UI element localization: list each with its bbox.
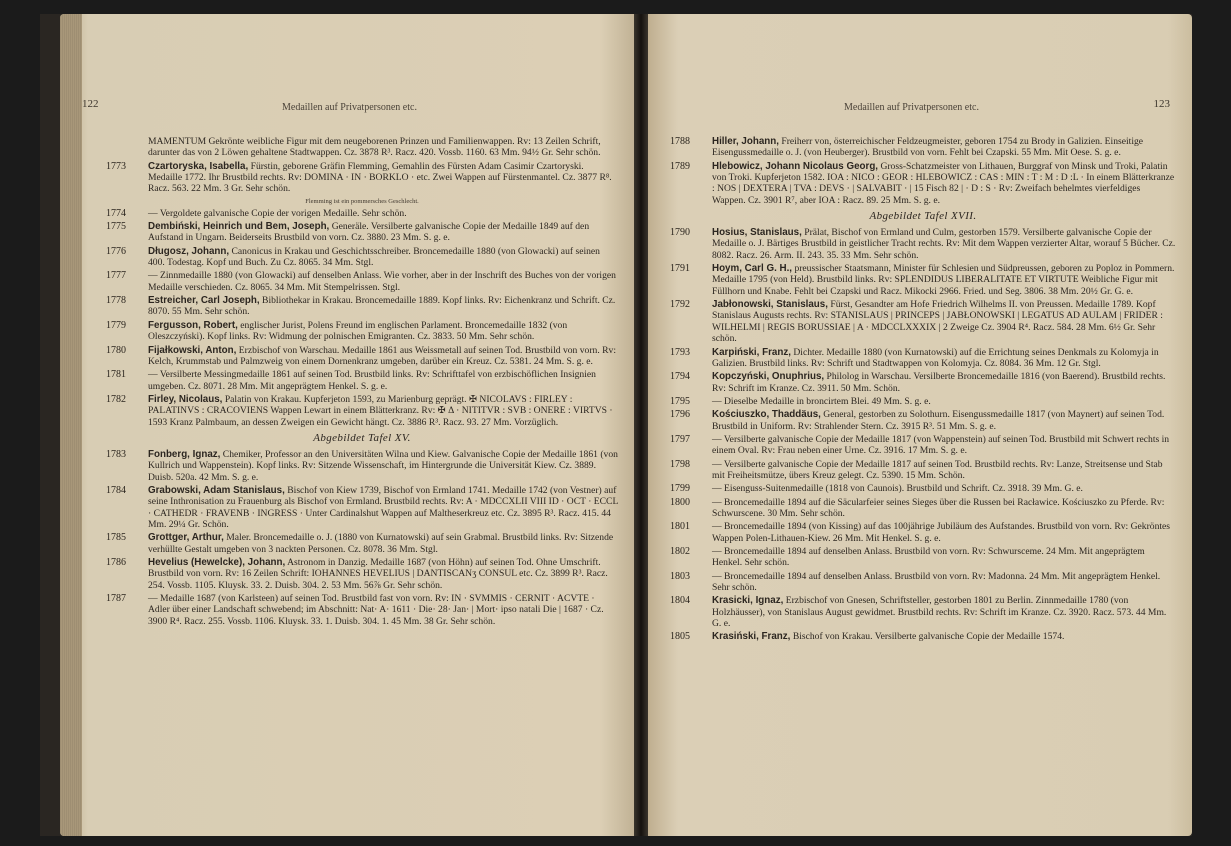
- entry-text: Fürst, Gesandter am Hofe Friedrich Wilhelms II. von Preussen. Medaille 1789. Kopf Stanislaus Augusts rechts. Rv: STANISLAUS | PRINCEPS | JABŁONOWSKI | LEGATUS AD AULAM | FRIDER : WILHELMI | REGIS BORUSSIAE | A · MDCCLXXXIX | 2 Zweige Cz. 3904 R⁴. Racz. 584. 28 Mm. 6½ Gr. Sehr schön.: [712, 299, 1163, 345]
- entry-text: Chemiker, Professor an den Universitäten Wilna und Kiew. Galvanische Copie der Medaille 1861 (von Kullrich und Wappenstein). Kopf links. Rv: Sitzende Wissenschaft, im Hintergrunde die Universität Kiew. Cz. 3889. Duisb. 520a. 42 Mm. S. g. e.: [148, 448, 618, 483]
- catalog-entry: [670, 409, 1176, 432]
- entry-text: — Broncemedaille 1894 auf denselben Anlass. Brustbild von vorn. Rv: Schwursceme. 24 Mm. Mit angeprägtem Henkel. Sehr schön.: [712, 546, 1145, 569]
- entry-text: — Broncemedaille 1894 auf die Säcularfeier seines Sieges über die Russen bei Racławice. Kościuszko zu Pferde. Rv: Schwurscene. 30 Mm. Sehr schön.: [712, 496, 1165, 519]
- entry-name: Hlebowicz, Johann Nicolaus Georg,: [712, 160, 879, 172]
- page-number-right: 123: [1153, 98, 1170, 110]
- entry-text: General, gestorben zu Solothurn. Eisengussmedaille 1817 (von Maynert) auf seinen Tod. Brustbild in Uniform. Rv: Strahlender Stern. Cz. 3915 R³. 51 Mm. S. g. e.: [712, 409, 1165, 432]
- entry-name: Krasiński, Franz,: [712, 631, 791, 643]
- catalog-entry: [106, 208, 618, 219]
- entry-number: 1780: [106, 344, 126, 356]
- entry-number: 1776: [106, 245, 126, 257]
- entry-number: 1796: [670, 409, 690, 421]
- catalog-entry: [106, 221, 618, 244]
- entry-text: Dichter. Medaille 1880 (von Kurnatowski) auf die Errichtung seines Denkmals zu Kolomyja in Galizien. Brustbild links. Rv: Schrift und Stadtwappen von Kolomyja. Cz. 8084. 36 Mm. 12 Gr. Stgl.: [712, 346, 1159, 369]
- entry-name: Jabłonowski, Stanislaus,: [712, 299, 828, 311]
- entry-number: 1802: [670, 546, 690, 557]
- entry-number: 1798: [670, 458, 690, 470]
- entry-name: Estreicher, Carl Joseph,: [148, 295, 260, 307]
- entry-text: Fürstin, geborene Gräfin Flemming, Gemahlin des Fürsten Adam Casimir Czartoryski. Medaille 1772. Ihr Brustbild rechts. Rv: DOMINA · IN · BORKLO · etc. Zwei Wappen auf Fürstenmantel. Cz. 3877 R⁸. Racz. 563. 22 Mm. 3 Gr. Sehr schön.: [148, 160, 612, 195]
- entry-text: — Medaille 1687 (von Karlsteen) auf seinen Tod. Brustbild fast von vorn. Rv: IN · SVMMIS · CERNIT · ACVTE · Adler über einer Landschaft schwebend; im Abschnitt: Nat· A· 1611 · Die· 28· Jan· | Mort· ipso natali Die | 1687 · Cz. 3900 R⁴. Racz. 255. Vossb. 1106. Kluysk. 33. 1. Duisb. 304. 1. 45 Mm. 38 Gr. Sehr schön.: [148, 593, 604, 627]
- catalog-entry: [670, 521, 1176, 544]
- plate-reference: Abgebildet Tafel XVII.: [869, 210, 977, 223]
- entry-name: Hoym, Carl G. H.,: [712, 263, 793, 275]
- entry-number: 1804: [670, 595, 690, 607]
- catalog-entry: [670, 227, 1176, 261]
- catalog-entry: [106, 369, 618, 392]
- entry-name: Fergusson, Robert,: [148, 319, 238, 331]
- catalog-entry: [106, 449, 618, 483]
- entry-name: Hosius, Stanislaus,: [712, 227, 802, 239]
- left-page: [60, 14, 634, 836]
- entry-number: 1785: [106, 532, 126, 544]
- catalog-entry: [670, 136, 1176, 159]
- catalog-entry: [670, 497, 1176, 520]
- entry-text: englischer Jurist, Polens Freund im englischen Parlament. Broncemedaille 1832 (von Oleszczyński). Kopf links. Rv: Widmung der polnischen Emigranten. Cz. 3833. 50 Mm. Sehr schön.: [148, 319, 568, 343]
- entry-number: 1791: [670, 263, 690, 275]
- catalog-entry: [670, 595, 1176, 629]
- entry-name: Kościuszko, Thaddäus,: [712, 409, 821, 421]
- catalog-entry: [106, 295, 618, 318]
- entry-number: 1799: [670, 483, 690, 495]
- catalog-entry: [670, 459, 1176, 482]
- catalog-entry: [670, 371, 1176, 394]
- catalog-entry: [670, 396, 1176, 407]
- entry-number: 1786: [106, 557, 126, 568]
- book-gutter: [634, 14, 648, 836]
- entry-number: 1805: [670, 631, 690, 643]
- entry-number: 1800: [670, 496, 690, 508]
- entry-number: 1794: [670, 371, 690, 383]
- entry-number: 1801: [670, 521, 690, 533]
- right-page: [648, 14, 1192, 836]
- entry-number: 1781: [106, 369, 126, 381]
- entry-text: Bischof von Krakau. Versilberte galvanische Copie der Medaille 1574.: [792, 631, 1065, 643]
- catalog-entry: [670, 546, 1176, 569]
- entry-number: 1797: [670, 433, 690, 445]
- entry-text: Bischof von Kiew 1739, Bischof von Ermland 1741. Medaille 1742 (von Vestner) auf seine Inthronisation zu Frauenburg als Bischof von Ermland. Brustbild rechts. Rv: A · MDCCXLII VIII ID · OCT · ECCL · CATHEDR · FRAVENB · INGRESS · Unter Cardinalshut Wappen auf Maltheserkreuz etc. Cz. 3895 R³. Racz. 415. 44 Mm. 29¼ Gr. Schön.: [148, 484, 618, 530]
- entry-number: 1779: [106, 319, 126, 331]
- entry-text: Erzbischof von Gnesen, Schriftsteller, gestorben 1801 zu Berlin. Zinnmedaille 1780 (von Holzhäusser), von Stanislaus August gewidmet. Brustbild rechts. Rv: Schrift im Kranze. Cz. 3920. Racz. 573. 44 Mm. G. e.: [712, 595, 1167, 630]
- entry-name: Krasicki, Ignaz,: [712, 595, 784, 607]
- page-edges: [60, 14, 82, 836]
- entry-name: Kopczyński, Onuphrius,: [712, 371, 825, 383]
- book-spread: [40, 14, 1192, 836]
- entry-number: 1774: [106, 207, 126, 219]
- entry-number: 1792: [670, 299, 690, 311]
- entry-name: Hevelius (Hewelcke), Johann,: [148, 557, 286, 568]
- entry-text: Freiherr von, österreichischer Feldzeugmeister, geboren 1754 zu Brody in Galizien. Einseitige Eisengussmedaille o. J. (von Heuberger). Brustbild von vorn. Fehlt bei Czapski. 55 Mm. Mit Oese. S. g. e.: [712, 136, 1144, 159]
- entry-name: Długosz, Johann,: [148, 245, 230, 257]
- entry-number: 1783: [106, 448, 126, 460]
- catalog-entry: [670, 434, 1176, 457]
- entry-text: — Eisenguss-Suitenmedaille (1818 von Caunois). Brustbild und Schrift. Cz. 3918. 39 Mm. G. e.: [712, 483, 1083, 495]
- entry-text: — Versilberte galvanische Copie der Medaille 1817 (von Wappenstein) auf seinen Tod. Brustbild mit Schwert rechts in einem Oval. Rv: Frau neben einer Urne. Cz. 3916. 17 Mm. S. g. e.: [712, 433, 1170, 457]
- entry-text: Palatin von Krakau. Kupferjeton 1593, zu Marienburg geprägt. ✠ NICOLAVS : FIRLEY : PALATINVS : CRACOVIENS Wappen Lewart in einem Blätterkranz. Rv: ✠ Δ · NITITVR : SVB : ONERE : VIRTVS · 1593 Kranz Palmbaum, an dessen Zweigen ein Gewicht hängt. Cz. 3886 R³. Racz. 93. 27 Mm. Vorzüglich.: [148, 393, 613, 428]
- entry-text: — Dieselbe Medaille in broncirtem Blei. 49 Mm. S. g. e.: [712, 395, 931, 407]
- entry-text: Maler. Broncemedaille o. J. (1880 von Kurnatowski) auf sein Grabmal. Brustbild links. Rv: Sitzende verhüllte Gestalt umgeben von 3 nackten Personen. Cz. 8078. 36 Mm. Stgl.: [148, 532, 614, 555]
- entry-text: — Vergoldete galvanische Copie der vorigen Medaille. Sehr schön.: [148, 207, 407, 219]
- page-number-left: 122: [82, 98, 99, 110]
- entry-text: Prälat, Bischof von Ermland und Culm, gestorben 1579. Versilberte galvanische Copie der Medaille o. J. Bärtiges Brustbild in geistlicher Tracht rechts. Rv: Mit dem Wappen verzierter Altar, worauf 5 Bücher. Cz. 8082. Racz. 26. Arm. II. 243. 35. 33 Mm. Sehr schön.: [712, 227, 1176, 261]
- entry-text: Canonicus in Krakau und Geschichtsschreiber. Broncemedaille 1880 (von Glowacki) auf seinen 400. Todestag. Kopf und Buch. Zu Cz. 8065. 34 Mm. Stgl.: [148, 245, 600, 269]
- entry-number: 1789: [670, 160, 690, 172]
- entry-name: Czartoryska, Isabella,: [148, 160, 249, 172]
- entry-text: — Versilberte galvanische Copie der Medaille 1817 auf seinen Tod. Brustbild rechts. Rv: Lanze, Streitsense und Stab mit Freiheitsmütze, übers Kreuz gelegt. Cz. 5390. 15 Mm. Schön.: [712, 458, 1163, 481]
- opening-text: MAMENTUM Gekrönte weibliche Figur mit dem neugeborenen Prinzen und Familienwappen. Rv: 13 Zeilen Schrift, darunter das von 2 Löwen gehaltene Stadtwappen. Cz. 3878 R³. Racz. 420. Vossb. 1160. 63 Mm. 94½ Gr. Sehr schön.: [148, 136, 601, 159]
- entry-text: Bibliothekar in Krakau. Broncemedaille 1889. Kopf links. Rv: Eichenkranz und Schrift. Cz. 8070. 55 Mm. Sehr schön.: [148, 295, 616, 318]
- catalog-entry: [106, 320, 618, 343]
- entry-name: Grottger, Arthur,: [148, 532, 224, 544]
- catalog-entry: [106, 246, 618, 269]
- catalog-entry: [106, 345, 618, 368]
- entry-name: Dembiński, Heinrich und Bem, Joseph,: [148, 221, 330, 233]
- catalog-entry: [106, 593, 618, 627]
- catalog-entry: [670, 161, 1176, 206]
- entry-text: — Broncemedaille 1894 (von Kissing) auf das 100jährige Jubiläum des Aufstandes. Brustbild von vorn. Rv: Gekröntes Wappen Polen-Lithauen-Kiew. 26 Mm. Mit Henkel. S. g. e.: [712, 521, 1171, 544]
- entry-number: 1777: [106, 270, 126, 282]
- entry-text: Gross-Schatzmeister von Lithauen, Burggraf von Minsk und Troki, Palatin von Troki. Kupferjeton 1582. IOA : NICO : GEOR : HLEBOWICZ : CAS : MIN : T : M : D :L · In einem Blätterkranze : NOS | DEXTERA | TVA : DEVS · | SALVABIT · | 15 Fisch 82 | · D : S · Rv: Zweifach behelmtes vierfeldiges Wappen. Cz. 3901 R⁷, aber IOA : Racz. 89. 25 Mm. S. g. e.: [712, 160, 1175, 206]
- entry-number: 1793: [670, 346, 690, 358]
- entry-footnote: Flemming ist ein pommersches Geschlecht.: [305, 197, 419, 205]
- entry-text: — Broncemedaille 1894 auf denselben Anlass. Brustbild von vorn. Rv: Madonna. 24 Mm. Mit angeprägtem Henkel. Sehr schön.: [712, 570, 1161, 594]
- entry-name: Firley, Nicolaus,: [148, 393, 223, 405]
- catalog-entry: [670, 631, 1176, 642]
- entry-name: Fijałkowski, Anton,: [148, 344, 237, 356]
- left-text-block: [106, 136, 618, 629]
- entry-text: preussischer Staatsmann, Minister für Schlesien und Südpreussen, geboren zu Poploz in Pommern. Medaille 1795 (von Held). Brustbild links. Rv: SPLENDIDUS LIBERALITATE ET VIRTUTE Weibliche Figur mit Füllhorn und Knabe. Fehlt bei Czapski und Racz. Mikocki 2966. Fried. und Seg. 3806. 38 Mm. 20½ Gr. G. e.: [712, 263, 1175, 297]
- catalog-entry: [670, 483, 1176, 494]
- catalog-entry: [670, 263, 1176, 297]
- entry-number: 1775: [106, 221, 126, 233]
- entry-number: 1788: [670, 136, 690, 147]
- entry-number: 1803: [670, 570, 690, 582]
- running-head-right: Medaillen auf Privatpersonen etc.: [844, 102, 979, 113]
- entry-number: 1782: [106, 393, 126, 405]
- entry-name: Karpiński, Franz,: [712, 346, 791, 358]
- catalog-entry: [670, 347, 1176, 370]
- entry-text: Erzbischof von Warschau. Medaille 1861 aus Weissmetall auf seinen Tod. Brustbild von vorn. Rv: Kelch, Krummstab und Palmzweig von einem Dornenkranz umgeben, darüber ein Kreuz. Cz. 5381. 24 Mm. S. g. e.: [148, 344, 616, 367]
- catalog-entry: [106, 161, 618, 195]
- entry-name: Hiller, Johann,: [712, 136, 779, 147]
- catalog-entry: [106, 270, 618, 293]
- catalog-entry: [106, 532, 618, 555]
- catalog-entry: [670, 571, 1176, 594]
- running-head-left: Medaillen auf Privatpersonen etc.: [282, 102, 417, 113]
- entry-number: 1787: [106, 593, 126, 605]
- plate-reference: Abgebildet Tafel XV.: [313, 431, 411, 444]
- entry-number: 1778: [106, 295, 126, 307]
- entry-name: Fonberg, Ignaz,: [148, 448, 221, 460]
- entry-number: 1773: [106, 160, 126, 172]
- entry-text: — Zinnmedaille 1880 (von Glowacki) auf denselben Anlass. Wie vorher, aber in der Inschrift des Buches von der vorigen Medaille verschieden. Cz. 8065. 34 Mm. Mit Stempelrissen. Stgl.: [148, 270, 616, 293]
- entry-number: 1795: [670, 395, 690, 407]
- entry-text: Astronom in Danzig. Medaille 1687 (von Höhn) auf seinen Tod. Ohne Umschrift. Brustbild von vorn. Rv: 16 Zeilen Schrift: IOHANNES HEVELIUS | DANTISCANʒ CONSUL etc. Cz. 3899 R³. Racz. 254. Vossb. 1105. Kluysk. 33. 2. Duisb. 304. 2. 53 Mm. 56⅞ Gr. Sehr schön.: [148, 557, 608, 591]
- catalog-entry: [670, 299, 1176, 344]
- catalog-entry: [106, 557, 618, 591]
- entry-text: Generäle. Versilberte galvanische Copie der Medaille 1849 auf den Aufstand in Ungarn. Beiderseits Brustbild von vorn. Cz. 3880. 23 Mm. S. g. e.: [148, 221, 590, 244]
- entry-number: 1790: [670, 227, 690, 239]
- catalog-entry: [106, 394, 618, 428]
- catalog-entry: [106, 485, 618, 530]
- entry-text: Philolog in Warschau. Versilberte Broncemedaille 1816 (von Baerend). Brustbild rechts. Rv: Schrift im Kranze. Cz. 3911. 50 Mm. Schön.: [712, 371, 1166, 394]
- entry-name: Grabowski, Adam Stanislaus,: [148, 484, 285, 496]
- entry-text: — Versilberte Messingmedaille 1861 auf seinen Tod. Brustbild links. Rv: Schrifttafel von erzbischöflichen Insignien umgeben. Cz. 8071. 28 Mm. Mit angeprägtem Henkel. S. g. e.: [148, 369, 596, 392]
- right-text-block: [670, 136, 1176, 645]
- entry-number: 1784: [106, 484, 126, 496]
